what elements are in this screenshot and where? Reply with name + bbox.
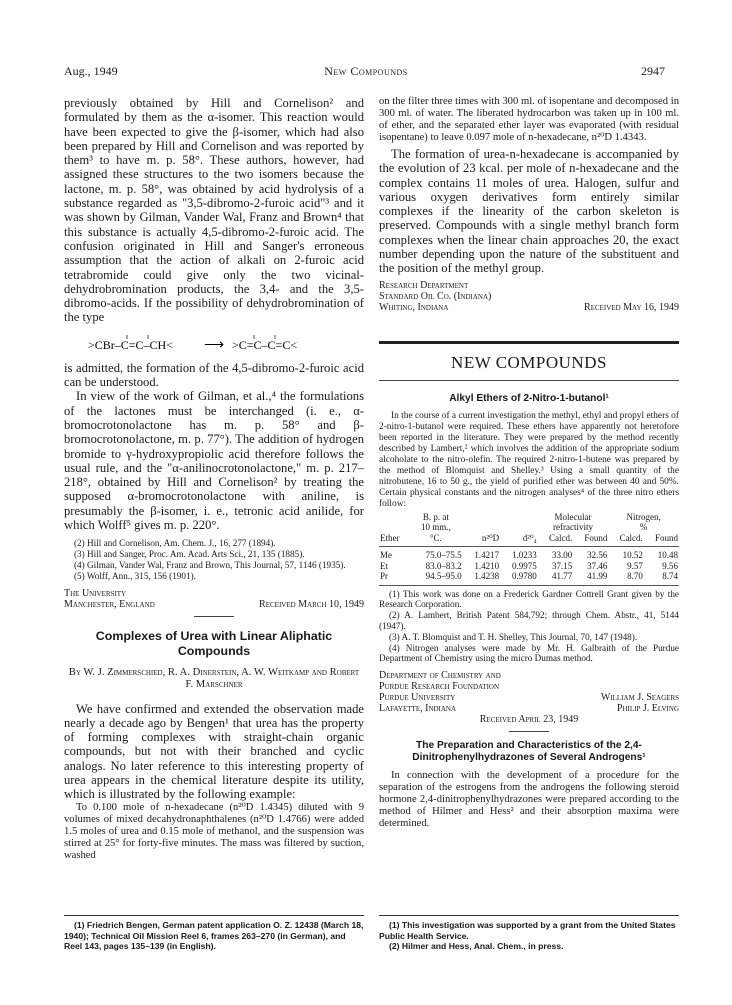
table-cell: 41.99 [587, 571, 608, 582]
table-cell: Et [380, 560, 388, 571]
table-cell: 10.52 [622, 550, 643, 561]
table-header: Calcd. [548, 532, 573, 543]
table-header: °C. [429, 532, 442, 543]
footnote: (1) This investigation was supported by a grant from the United States Public Health Service. [379, 920, 676, 941]
table-cell: 37.46 [587, 560, 608, 571]
table-cell: 0.9975 [511, 560, 537, 571]
left-column [64, 96, 364, 862]
compound-title: Alkyl Ethers of 2-Nitro-1-butanol¹ [449, 392, 609, 404]
author-name: Philip J. Elving [616, 703, 679, 715]
table-header: % [639, 522, 648, 533]
table-cell: 8.74 [662, 571, 678, 582]
footnote-rule [379, 915, 679, 916]
header-page-number: 2947 [641, 64, 665, 78]
table-header: n²⁰D [481, 532, 500, 543]
right-bottom-footnotes [379, 920, 679, 952]
equation-reactant: >CBr–C=C–CH< [88, 337, 173, 352]
affiliation [379, 291, 679, 302]
paragraph: We have confirmed and extended the observation made nearly a decade ago by Bengen¹ that urea has the property of forming complexes with straight-chain organic compounds, but not with their branched and cyclic analogs. No later reference to this interesting property of urea appears in the chemical literature despite its utility, which is illustrated by the following example: [64, 701, 364, 802]
footnote: (1) This work was done on a Frederick Gardner Cottrell Grant given by the Research Corporation. [379, 588, 679, 610]
footnote: (4) Gilman, Vander Wal, Franz and Brown, This Journal, 57, 1146 (1935). [74, 559, 346, 570]
table-cell: 9.56 [662, 560, 678, 571]
affiliation [379, 692, 679, 703]
dehydrobromination-scheme [88, 331, 348, 357]
affiliation [379, 703, 679, 714]
compound-title: The Preparation and Characteristics of the 2,4-Dinitrophenylhydrazones of Several Androgens¹ [412, 740, 646, 764]
affiliation [379, 280, 679, 291]
article-authors: By W. J. Zimmerschied, R. A. Dinerstein, A. W. Weitkamp and Robert F. Marschner [68, 666, 360, 690]
right-column [379, 96, 679, 830]
table-cell: 32.56 [587, 550, 608, 561]
received-date: Received March 10, 1949 [259, 598, 364, 610]
paragraph: To 0.100 mole of n-hexadecane (n²⁰D 1.4345) diluted with 9 volumes of mixed decahydronaphthalenes (n²⁰D 1.4766) were added 1.5 moles of urea and 0.15 mole of methanol, and the suspension was stirred at 25° for forty-five minutes. The mass was filtered by suction, washed [64, 801, 364, 861]
affiliation-line: Lafayette, Indiana [379, 703, 457, 715]
table-header: Calcd. [619, 532, 643, 543]
table-header: Found [654, 532, 678, 543]
running-header [0, 64, 732, 80]
header-date: Aug., 1949 [64, 64, 118, 78]
paragraph: The formation of urea-n-hexadecane is accompanied by the evolution of 23 kcal. per mole of n-hexadecane and the complex contains 11 moles of urea. Halogen, sulfur and various oxygen derivatives form entirely similar complexes if the linearity of the carbon skeleton is preserved. Compounds with a single methyl branch form complexes when the linear chain approaches 20, the exact number depending upon the nature of the substituent and the position of the methyl group. [379, 147, 679, 276]
table-cell: Me [380, 550, 392, 561]
affiliation [379, 681, 679, 692]
table-header-row [379, 533, 679, 544]
footnote: (2) Hilmer and Hess, Anal. Chem., in press. [389, 941, 564, 951]
footnote: (3) Hill and Sanger, Proc. Am. Acad. Arts Sci., 21, 135 (1885). [74, 549, 305, 560]
separator-rule [194, 616, 234, 617]
received-date: Received April 23, 1949 [479, 714, 579, 726]
paragraph: In the course of a current investigation the methyl, ethyl and propyl ethers of 2-nitro-1-butanol were required. These ethers have apparently not heretofore been reported in the literature. They were prepared by the method recently described by Lambert,² which involves the addition of the appropriate sodium alcoholate to the nitro-olefin. The required 2-nitro-1-butene was prepared by the method of Blomquist and Shelley.³ Using a small quantity of the nitrobutene, 16 to 50 g., the yield of purified ether was between 40 and 50%. Certain physical constants and the nitrogen analyses⁴ of the three nitro ethers follow: [379, 410, 679, 509]
affiliation [64, 588, 364, 599]
affiliation-line: Purdue University [379, 692, 456, 704]
footnote: (3) A. T. Blomquist and T. H. Shelley, This Journal, 70, 147 (1948). [389, 631, 638, 642]
table-header-row [379, 522, 679, 533]
table-header: Ether [380, 532, 400, 543]
table-header: 10 mm., [421, 522, 451, 533]
article-title: Complexes of Urea with Linear Aliphatic Compounds [95, 628, 333, 658]
paragraph: In view of the work of Gilman, et al.,⁴ the formulations of the lactones must be interchanged (i. e., α-bromocrotonolactone has m. p. 58° and β-bromocrotonolactone, m. p. 77°). The addition of hydrogen bromide to γ-hydroxypropiolic acid therefore follows the usual rule, and the "α-anilinocrotonolactone," m. p. 217–218°, obtained by Hill and Cornelison² by treating the supposed α-bromocrotonolactone with aniline, is presumably the β-isomer, i. e., tetronic acid anilide, for which Wolff⁵ gives m. p. 220°. [64, 389, 364, 533]
table-cell: 8.70 [627, 571, 643, 582]
affiliation-line: Whiting, Indiana [379, 301, 449, 313]
table-cell: 1.4210 [474, 560, 500, 571]
table-row [379, 550, 679, 561]
table-header-row [379, 512, 679, 523]
equation-product: >C=C–C=C< [232, 337, 298, 352]
table-cell: Pr [380, 571, 389, 582]
table-row [379, 561, 679, 572]
affiliation-line: Research Department [379, 279, 469, 291]
table-cell: 83.0–83.2 [425, 560, 462, 571]
table-cell: 1.4217 [474, 550, 500, 561]
table-cell: 1.0233 [511, 550, 537, 561]
section-rule-bottom [379, 380, 679, 381]
left-bottom-footnote [64, 920, 364, 952]
paragraph-continued: on the filter three times with 300 ml. of isopentane and decomposed in 300 ml. of water. The liberated hydrocarbon was taken up in 100 ml. of ether, and the separated ether layer was evaporated (with residual isopentane) to leave 0.097 mole of n-hexadecane, n²⁰D 1.4343. [379, 96, 679, 143]
author-name: William J. Seagers [600, 692, 679, 704]
table-header: refractivity [553, 522, 594, 533]
paragraph-continued: previously obtained by Hill and Cornelison² and formulated by them as the α-isomer. This reaction would have been expected to give the β-isomer, which had also been prepared by Hill and Cornelison and was reported by them³ to have m. p. 58°. These authors, however, had assigned these structures to the two isomers because the lactone, m. p. 58°, was obtained by acid hydrolysis of a substance regarded as "3,5-dibromo-2-furoic acid"³ and it was shown by Gilman, Vander Wal, Franz and Brown⁴ that this substance is actually 4,5-dibromo-2-furoic acid. The confusion originated in Hill and Sanger's erroneous assumption that the action of alkali on 2-furoic acid tetrabromide could give only the two vicinal-dehydrobromination products, the 3,4- and the 3,5-dibromo-acids. If the possibility of dehydrobromination of the type [64, 96, 364, 325]
affiliation-line: The University [64, 587, 127, 599]
reaction-equation [64, 331, 364, 357]
affiliation [379, 670, 679, 681]
table-header: B. p. at [422, 511, 449, 522]
table-cell: 1.4238 [474, 571, 500, 582]
table-row [379, 571, 679, 582]
footnote: (5) Wolff, Ann., 315, 156 (1901). [74, 570, 196, 581]
paragraph: is admitted, the formation of the 4,5-dibromo-2-furoic acid can be understood. [64, 360, 364, 390]
equation-arrow: ⟶ [204, 337, 225, 353]
table-header: Nitrogen, [626, 511, 661, 522]
table-header: d²⁰₄ [522, 532, 537, 543]
table-cell: 10.48 [657, 550, 678, 561]
table-cell: 37.15 [551, 560, 573, 571]
footnote-rule [64, 915, 364, 916]
paragraph: In connection with the development of a procedure for the separation of the estrogens from the androgens the following steroid hormone 2,4-dinitrophenylhydrazones were prepared according to the method of Hilmer and Hess² and their absorption maxima were determined. [379, 770, 679, 830]
footnote: (2) Hill and Cornelison, Am. Chem. J., 16, 277 (1894). [74, 538, 276, 549]
affiliation-line: Manchester, England [64, 598, 155, 610]
affiliation-line: Standard Oil Co. (Indiana) [379, 290, 492, 302]
affiliation-line: Purdue Research Foundation [379, 681, 500, 693]
footnote: (2) A. Lambert, British Patent 584,792; through Chem. Abstr., 41, 5144 (1947). [379, 610, 679, 632]
table-cell: 9.57 [627, 560, 643, 571]
footnote: (4) Nitrogen analyses were made by Mr. H. Galbraith of the Purdue Department of Chemistry using the micro Dumas method. [379, 642, 679, 664]
ethers-table [379, 512, 679, 589]
header-journal-section: New Compounds [324, 64, 408, 78]
section-title: NEW COMPOUNDS [451, 352, 607, 372]
table-cell: 41.77 [551, 571, 573, 582]
affiliation [379, 302, 679, 313]
received-date: Received May 16, 1949 [584, 301, 679, 313]
separator-rule [509, 731, 549, 732]
table-cell: 0.9780 [511, 571, 537, 582]
affiliation-line: Department of Chemistry and [379, 670, 501, 682]
footnote: (1) Friedrich Bengen, German patent application O. Z. 12438 (March 18, 1940); Technical Oil Mission Reel 6, frames 263–270 (in German), and Reel 143, pages 135–139 (in English). [64, 920, 364, 951]
affiliation [64, 599, 364, 610]
section-rule-top [379, 341, 679, 344]
table-cell: 94.5–95.0 [425, 571, 462, 582]
table-header: Found [584, 532, 608, 543]
table-cell: 33.00 [551, 550, 573, 561]
table-header: Molecular [554, 511, 592, 522]
table-cell: 75.0–75.5 [425, 550, 462, 561]
